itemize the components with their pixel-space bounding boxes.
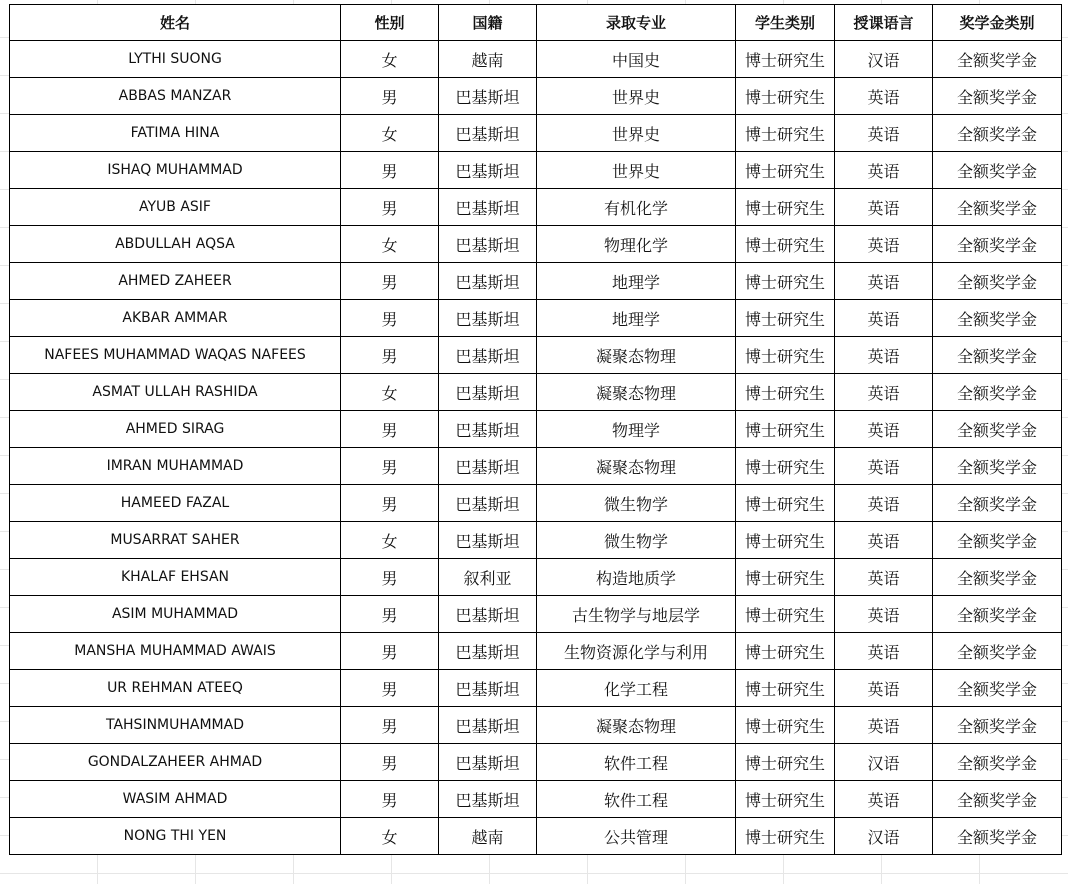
language-cell[interactable]: 英语 (835, 707, 933, 744)
student-roster-table (9, 4, 1062, 855)
nationality-cell[interactable]: 巴基斯坦 (439, 596, 537, 633)
major-cell[interactable]: 凝聚态物理 (537, 374, 736, 411)
student-type-cell[interactable]: 博士研究生 (736, 263, 835, 300)
scholarship-cell[interactable]: 全额奖学金 (933, 448, 1062, 485)
gender-cell[interactable]: 男 (341, 596, 439, 633)
gender-cell[interactable]: 女 (341, 41, 439, 78)
name-cell[interactable]: ABDULLAH AQSA (10, 226, 341, 263)
language-cell[interactable]: 英语 (835, 300, 933, 337)
name-cell[interactable]: ASMAT ULLAH RASHIDA (10, 374, 341, 411)
table-header (10, 5, 1062, 41)
nationality-cell[interactable]: 巴基斯坦 (439, 744, 537, 781)
student-type-cell[interactable]: 博士研究生 (736, 485, 835, 522)
student-type-cell[interactable]: 博士研究生 (736, 744, 835, 781)
major-cell[interactable]: 微生物学 (537, 522, 736, 559)
name-cell[interactable]: AHMED ZAHEER (10, 263, 341, 300)
scholarship-cell[interactable]: 全额奖学金 (933, 559, 1062, 596)
table-row (10, 707, 1062, 744)
table-row (10, 818, 1062, 855)
nationality-cell[interactable]: 越南 (439, 818, 537, 855)
scholarship-cell[interactable]: 全额奖学金 (933, 115, 1062, 152)
language-cell[interactable]: 英语 (835, 596, 933, 633)
header-gender[interactable]: 性别 (341, 5, 439, 41)
nationality-cell[interactable]: 巴基斯坦 (439, 448, 537, 485)
table-row (10, 337, 1062, 374)
student-type-cell[interactable]: 博士研究生 (736, 411, 835, 448)
major-cell[interactable]: 软件工程 (537, 781, 736, 818)
name-cell[interactable]: AYUB ASIF (10, 189, 341, 226)
student-type-cell[interactable]: 博士研究生 (736, 707, 835, 744)
nationality-cell[interactable]: 巴基斯坦 (439, 189, 537, 226)
gender-cell[interactable]: 男 (341, 485, 439, 522)
major-cell[interactable]: 古生物学与地层学 (537, 596, 736, 633)
table-row (10, 189, 1062, 226)
gender-cell[interactable]: 男 (341, 670, 439, 707)
gender-cell[interactable]: 男 (341, 411, 439, 448)
table-row (10, 226, 1062, 263)
major-cell[interactable]: 公共管理 (537, 818, 736, 855)
header-teaching-language[interactable]: 授课语言 (835, 5, 933, 41)
language-cell[interactable]: 英语 (835, 559, 933, 596)
major-cell[interactable]: 物理学 (537, 411, 736, 448)
header-name[interactable]: 姓名 (10, 5, 341, 41)
scholarship-cell[interactable]: 全额奖学金 (933, 781, 1062, 818)
gender-cell[interactable]: 男 (341, 152, 439, 189)
language-cell[interactable]: 英语 (835, 189, 933, 226)
student-type-cell[interactable]: 博士研究生 (736, 337, 835, 374)
scholarship-cell[interactable]: 全额奖学金 (933, 818, 1062, 855)
student-type-cell[interactable]: 博士研究生 (736, 633, 835, 670)
major-cell[interactable]: 凝聚态物理 (537, 337, 736, 374)
scholarship-cell[interactable]: 全额奖学金 (933, 707, 1062, 744)
language-cell[interactable]: 英语 (835, 633, 933, 670)
nationality-cell[interactable]: 巴基斯坦 (439, 411, 537, 448)
gender-cell[interactable]: 女 (341, 226, 439, 263)
name-cell[interactable]: WASIM AHMAD (10, 781, 341, 818)
major-cell[interactable]: 世界史 (537, 78, 736, 115)
student-type-cell[interactable]: 博士研究生 (736, 374, 835, 411)
language-cell[interactable]: 汉语 (835, 41, 933, 78)
gender-cell[interactable]: 女 (341, 818, 439, 855)
name-cell[interactable]: KHALAF EHSAN (10, 559, 341, 596)
name-cell[interactable]: ABBAS MANZAR (10, 78, 341, 115)
name-cell[interactable]: NONG THI YEN (10, 818, 341, 855)
nationality-cell[interactable]: 巴基斯坦 (439, 152, 537, 189)
table-row (10, 522, 1062, 559)
gender-cell[interactable]: 男 (341, 300, 439, 337)
major-cell[interactable]: 有机化学 (537, 189, 736, 226)
language-cell[interactable]: 英语 (835, 226, 933, 263)
gender-cell[interactable]: 男 (341, 781, 439, 818)
nationality-cell[interactable]: 巴基斯坦 (439, 263, 537, 300)
name-cell[interactable]: MUSARRAT SAHER (10, 522, 341, 559)
table-row (10, 115, 1062, 152)
scholarship-cell[interactable]: 全额奖学金 (933, 633, 1062, 670)
language-cell[interactable]: 英语 (835, 522, 933, 559)
table-row (10, 448, 1062, 485)
major-cell[interactable]: 软件工程 (537, 744, 736, 781)
gender-cell[interactable]: 男 (341, 78, 439, 115)
header-student-type[interactable]: 学生类别 (736, 5, 835, 41)
gender-cell[interactable]: 男 (341, 448, 439, 485)
language-cell[interactable]: 英语 (835, 781, 933, 818)
major-cell[interactable]: 地理学 (537, 263, 736, 300)
student-type-cell[interactable]: 博士研究生 (736, 226, 835, 263)
gender-cell[interactable]: 女 (341, 522, 439, 559)
language-cell[interactable]: 英语 (835, 670, 933, 707)
gender-cell[interactable]: 男 (341, 744, 439, 781)
major-cell[interactable]: 世界史 (537, 115, 736, 152)
student-type-cell[interactable]: 博士研究生 (736, 522, 835, 559)
scholarship-cell[interactable]: 全额奖学金 (933, 152, 1062, 189)
language-cell[interactable]: 英语 (835, 115, 933, 152)
header-major[interactable]: 录取专业 (537, 5, 736, 41)
name-cell[interactable]: ISHAQ MUHAMMAD (10, 152, 341, 189)
header-nationality[interactable]: 国籍 (439, 5, 537, 41)
name-cell[interactable]: MANSHA MUHAMMAD AWAIS (10, 633, 341, 670)
language-cell[interactable]: 英语 (835, 374, 933, 411)
table-row (10, 411, 1062, 448)
language-cell[interactable]: 英语 (835, 448, 933, 485)
scholarship-cell[interactable]: 全额奖学金 (933, 744, 1062, 781)
language-cell[interactable]: 英语 (835, 263, 933, 300)
major-cell[interactable]: 凝聚态物理 (537, 707, 736, 744)
major-cell[interactable]: 凝聚态物理 (537, 448, 736, 485)
major-cell[interactable]: 中国史 (537, 41, 736, 78)
header-scholarship-type[interactable]: 奖学金类别 (933, 5, 1062, 41)
name-cell[interactable]: UR REHMAN ATEEQ (10, 670, 341, 707)
scholarship-cell[interactable]: 全额奖学金 (933, 226, 1062, 263)
table-row (10, 152, 1062, 189)
nationality-cell[interactable]: 叙利亚 (439, 559, 537, 596)
student-type-cell[interactable]: 博士研究生 (736, 78, 835, 115)
name-cell[interactable]: ASIM MUHAMMAD (10, 596, 341, 633)
gender-cell[interactable]: 男 (341, 189, 439, 226)
gender-cell[interactable]: 女 (341, 115, 439, 152)
scholarship-cell[interactable]: 全额奖学金 (933, 189, 1062, 226)
major-cell[interactable]: 化学工程 (537, 670, 736, 707)
major-cell[interactable]: 构造地质学 (537, 559, 736, 596)
scholarship-cell[interactable]: 全额奖学金 (933, 596, 1062, 633)
nationality-cell[interactable]: 巴基斯坦 (439, 374, 537, 411)
table-row (10, 41, 1062, 78)
nationality-cell[interactable]: 巴基斯坦 (439, 115, 537, 152)
table-row (10, 263, 1062, 300)
language-cell[interactable]: 汉语 (835, 818, 933, 855)
scholarship-cell[interactable]: 全额奖学金 (933, 41, 1062, 78)
table-row (10, 670, 1062, 707)
nationality-cell[interactable]: 巴基斯坦 (439, 300, 537, 337)
table-row (10, 633, 1062, 670)
student-type-cell[interactable]: 博士研究生 (736, 115, 835, 152)
name-cell[interactable]: AHMED SIRAG (10, 411, 341, 448)
language-cell[interactable]: 英语 (835, 485, 933, 522)
nationality-cell[interactable]: 巴基斯坦 (439, 707, 537, 744)
table-row (10, 78, 1062, 115)
gender-cell[interactable]: 男 (341, 337, 439, 374)
major-cell[interactable]: 物理化学 (537, 226, 736, 263)
student-type-cell[interactable]: 博士研究生 (736, 448, 835, 485)
gender-cell[interactable]: 男 (341, 633, 439, 670)
table-row (10, 374, 1062, 411)
student-type-cell[interactable]: 博士研究生 (736, 152, 835, 189)
name-cell[interactable]: FATIMA HINA (10, 115, 341, 152)
table-row (10, 596, 1062, 633)
table-row (10, 559, 1062, 596)
language-cell[interactable]: 汉语 (835, 744, 933, 781)
major-cell[interactable]: 地理学 (537, 300, 736, 337)
table-body (10, 41, 1062, 855)
student-type-cell[interactable]: 博士研究生 (736, 781, 835, 818)
nationality-cell[interactable]: 巴基斯坦 (439, 781, 537, 818)
table-row (10, 300, 1062, 337)
name-cell[interactable]: LYTHI SUONG (10, 41, 341, 78)
language-cell[interactable]: 英语 (835, 411, 933, 448)
table-row (10, 485, 1062, 522)
major-cell[interactable]: 世界史 (537, 152, 736, 189)
name-cell[interactable]: AKBAR AMMAR (10, 300, 341, 337)
scholarship-cell[interactable]: 全额奖学金 (933, 485, 1062, 522)
gender-cell[interactable]: 男 (341, 707, 439, 744)
major-cell[interactable]: 生物资源化学与利用 (537, 633, 736, 670)
language-cell[interactable]: 英语 (835, 337, 933, 374)
scholarship-cell[interactable]: 全额奖学金 (933, 374, 1062, 411)
major-cell[interactable]: 微生物学 (537, 485, 736, 522)
student-type-cell[interactable]: 博士研究生 (736, 596, 835, 633)
nationality-cell[interactable]: 巴基斯坦 (439, 485, 537, 522)
student-type-cell[interactable]: 博士研究生 (736, 670, 835, 707)
student-type-cell[interactable]: 博士研究生 (736, 818, 835, 855)
name-cell[interactable]: NAFEES MUHAMMAD WAQAS NAFEES (10, 337, 341, 374)
scholarship-cell[interactable]: 全额奖学金 (933, 411, 1062, 448)
nationality-cell[interactable]: 巴基斯坦 (439, 337, 537, 374)
name-cell[interactable]: HAMEED FAZAL (10, 485, 341, 522)
scholarship-cell[interactable]: 全额奖学金 (933, 78, 1062, 115)
student-type-cell[interactable]: 博士研究生 (736, 41, 835, 78)
scholarship-cell[interactable]: 全额奖学金 (933, 670, 1062, 707)
table-row (10, 781, 1062, 818)
header-row (10, 5, 1062, 41)
scholarship-cell[interactable]: 全额奖学金 (933, 522, 1062, 559)
language-cell[interactable]: 英语 (835, 78, 933, 115)
language-cell[interactable]: 英语 (835, 152, 933, 189)
student-type-cell[interactable]: 博士研究生 (736, 559, 835, 596)
student-type-cell[interactable]: 博士研究生 (736, 189, 835, 226)
table-row (10, 744, 1062, 781)
name-cell[interactable]: IMRAN MUHAMMAD (10, 448, 341, 485)
nationality-cell[interactable]: 巴基斯坦 (439, 670, 537, 707)
nationality-cell[interactable]: 巴基斯坦 (439, 226, 537, 263)
name-cell[interactable]: GONDALZAHEER AHMAD (10, 744, 341, 781)
name-cell[interactable]: TAHSINMUHAMMAD (10, 707, 341, 744)
scholarship-cell[interactable]: 全额奖学金 (933, 337, 1062, 374)
gender-cell[interactable]: 女 (341, 374, 439, 411)
student-type-cell[interactable]: 博士研究生 (736, 300, 835, 337)
nationality-cell[interactable]: 越南 (439, 41, 537, 78)
gender-cell[interactable]: 男 (341, 559, 439, 596)
scholarship-cell[interactable]: 全额奖学金 (933, 263, 1062, 300)
nationality-cell[interactable]: 巴基斯坦 (439, 633, 537, 670)
scholarship-cell[interactable]: 全额奖学金 (933, 300, 1062, 337)
gender-cell[interactable]: 男 (341, 263, 439, 300)
nationality-cell[interactable]: 巴基斯坦 (439, 78, 537, 115)
nationality-cell[interactable]: 巴基斯坦 (439, 522, 537, 559)
